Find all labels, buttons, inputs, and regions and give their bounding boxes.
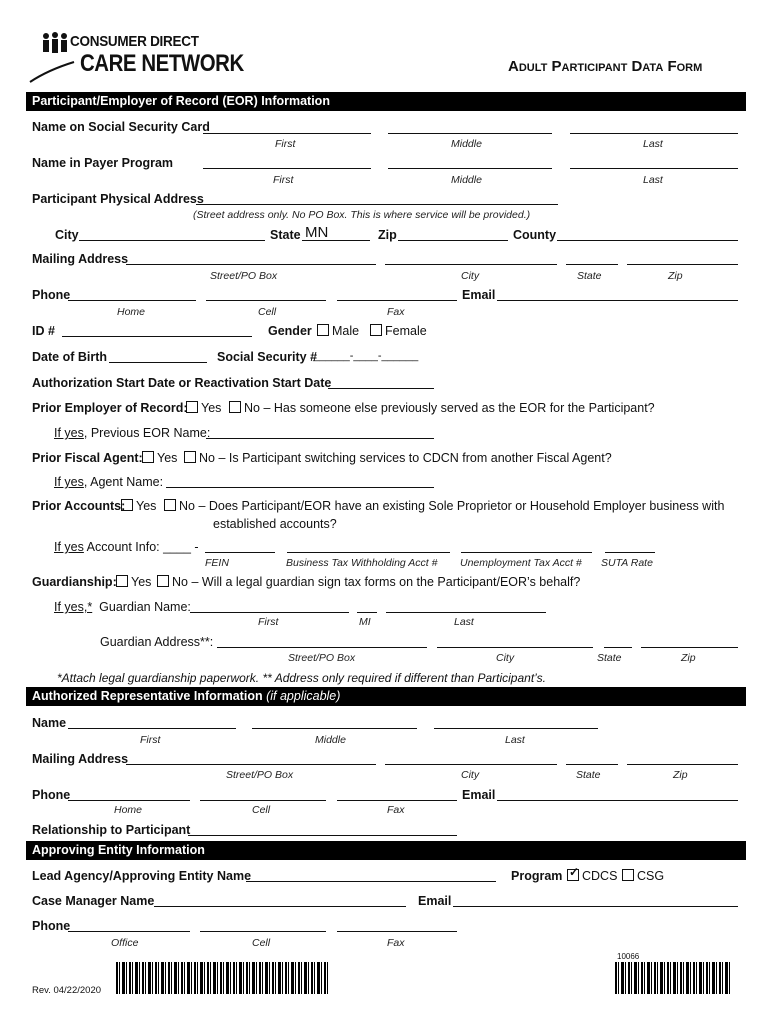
program-label: Program bbox=[511, 869, 563, 883]
section-auth-rep-note: (if applicable) bbox=[266, 689, 341, 703]
city-label: City bbox=[55, 228, 79, 242]
cell-sublabel: Cell bbox=[252, 804, 271, 816]
form-code: 10066 bbox=[617, 952, 640, 961]
if-yes-star: If yes,* bbox=[54, 600, 93, 614]
zip-field[interactable] bbox=[398, 240, 508, 241]
logo-bottom-text: CARE NETWORK bbox=[80, 50, 244, 77]
lead-agency-label: Lead Agency/Approving Entity Name bbox=[32, 869, 252, 883]
gender-label: Gender bbox=[268, 324, 312, 338]
prev-eor-name-label bbox=[54, 426, 210, 440]
gender-male-option[interactable] bbox=[317, 324, 359, 338]
last-sublabel: Last bbox=[454, 616, 474, 628]
prior-accounts-no-option[interactable] bbox=[164, 499, 724, 513]
last-sublabel: Last bbox=[643, 174, 663, 186]
guardian-last-field[interactable] bbox=[386, 612, 546, 613]
cell-sublabel: Cell bbox=[252, 937, 271, 949]
id-field[interactable] bbox=[62, 336, 252, 337]
state-sublabel: State bbox=[576, 769, 601, 781]
city-sublabel: City bbox=[461, 270, 480, 282]
phone-home-field[interactable] bbox=[68, 300, 196, 301]
female-label: Female bbox=[385, 324, 427, 338]
name-payer-middle-field[interactable] bbox=[388, 168, 552, 169]
guardianship-label: Guardianship: bbox=[32, 575, 117, 589]
prior-fiscal-no-option[interactable] bbox=[184, 451, 612, 465]
prior-eor-no-checkbox[interactable] bbox=[229, 401, 241, 413]
guardian-street-field[interactable] bbox=[217, 647, 427, 648]
id-label: ID # bbox=[32, 324, 55, 338]
logo bbox=[28, 30, 244, 88]
first-sublabel: First bbox=[273, 174, 294, 186]
email-label: Email bbox=[462, 288, 496, 302]
guardianship-yes-checkbox[interactable] bbox=[116, 575, 128, 587]
prior-accounts-no-text-line2: established accounts? bbox=[213, 517, 337, 531]
btw-field[interactable] bbox=[287, 552, 450, 553]
rep-street-field[interactable] bbox=[126, 764, 376, 765]
guardian-mi-field[interactable] bbox=[357, 612, 377, 613]
account-info-text: Account Info: ____ - bbox=[83, 540, 199, 554]
physical-address-label: Participant Physical Address bbox=[32, 192, 204, 206]
case-manager-field[interactable] bbox=[154, 906, 406, 907]
prior-eor-no-option[interactable] bbox=[229, 401, 655, 415]
name-ss-middle-field[interactable] bbox=[388, 133, 552, 134]
guardianship-no-checkbox[interactable] bbox=[157, 575, 169, 587]
state-label: State bbox=[270, 228, 301, 242]
logo-top-text: CONSUMER DIRECT bbox=[70, 33, 199, 50]
email-field[interactable] bbox=[497, 300, 738, 301]
street-po-sublabel: Street/PO Box bbox=[210, 270, 278, 282]
guardian-name-label bbox=[54, 600, 191, 614]
rep-email-field[interactable] bbox=[497, 800, 738, 801]
middle-sublabel: Middle bbox=[315, 734, 346, 746]
btw-sublabel: Business Tax Withholding Acct # bbox=[286, 557, 438, 569]
section-auth-rep-header bbox=[26, 687, 746, 706]
rep-phone-home-field[interactable] bbox=[68, 800, 190, 801]
rep-phone-label: Phone bbox=[32, 788, 71, 802]
zip-label: Zip bbox=[378, 228, 397, 242]
prior-fiscal-label: Prior Fiscal Agent: bbox=[32, 451, 143, 465]
form-title: Adult Participant Data Form bbox=[508, 58, 703, 75]
program-cdcs-option[interactable] bbox=[567, 869, 617, 883]
prior-fiscal-no-checkbox[interactable] bbox=[184, 451, 196, 463]
guardian-zip-field[interactable] bbox=[641, 647, 738, 648]
ssn-field[interactable]: ______-____-______ bbox=[313, 350, 419, 362]
cell-sublabel: Cell bbox=[258, 306, 277, 318]
name-payer-last-field[interactable] bbox=[570, 168, 738, 169]
yes-label: Yes bbox=[157, 451, 178, 465]
rep-phone-fax-field[interactable] bbox=[337, 800, 457, 801]
rep-zip-field[interactable] bbox=[627, 764, 738, 765]
csg-checkbox[interactable] bbox=[622, 869, 634, 881]
if-yes-text: If yes bbox=[54, 475, 84, 489]
zip-sublabel: Zip bbox=[681, 652, 696, 664]
guardian-first-field[interactable] bbox=[190, 612, 349, 613]
prior-fiscal-no-text: No – Is Participant switching services to CDCN from another Fiscal Agent? bbox=[199, 451, 612, 465]
rep-last-field[interactable] bbox=[434, 728, 598, 729]
mailing-zip-field[interactable] bbox=[627, 264, 738, 265]
yes-label: Yes bbox=[136, 499, 157, 513]
uta-sublabel: Unemployment Tax Acct # bbox=[460, 557, 582, 569]
fax-sublabel: Fax bbox=[387, 804, 405, 816]
cdcs-checkbox[interactable] bbox=[567, 869, 579, 881]
cm-phone-fax-field[interactable] bbox=[337, 931, 457, 932]
auth-start-label: Authorization Start Date or Reactivation Start Date bbox=[32, 376, 332, 390]
male-label: Male bbox=[332, 324, 360, 338]
cm-email-field[interactable] bbox=[453, 906, 738, 907]
home-sublabel: Home bbox=[117, 306, 146, 318]
cm-email-label: Email bbox=[418, 894, 452, 908]
section-auth-rep-title: Authorized Representative Information bbox=[32, 689, 263, 703]
rep-phone-cell-field[interactable] bbox=[200, 800, 326, 801]
office-sublabel: Office bbox=[111, 937, 139, 949]
physical-address-note: (Street address only. No PO Box. This is where service will be provided.) bbox=[193, 209, 531, 221]
fax-sublabel: Fax bbox=[387, 937, 405, 949]
program-csg-option[interactable] bbox=[622, 869, 664, 883]
guardianship-no-option[interactable] bbox=[157, 575, 580, 589]
barcode-right bbox=[615, 962, 730, 994]
prev-eor-name-field[interactable] bbox=[206, 438, 434, 439]
uta-field[interactable] bbox=[461, 552, 592, 553]
rep-state-field[interactable] bbox=[566, 764, 618, 765]
cdcs-label: CDCS bbox=[582, 869, 618, 883]
mailing-street-field[interactable] bbox=[126, 264, 376, 265]
prior-accounts-no-text: No – Does Participant/EOR have an existing Sole Proprietor or Household Employer business with bbox=[179, 499, 725, 513]
guardianship-no-text: No – Will a legal guardian sign tax forms on the Participant/EOR’s behalf? bbox=[172, 575, 581, 589]
if-yes-text: If yes bbox=[54, 426, 84, 440]
account-info-label bbox=[54, 540, 199, 554]
name-payer-first-field[interactable] bbox=[203, 168, 371, 169]
if-yes-text: If yes bbox=[54, 540, 84, 554]
fax-sublabel: Fax bbox=[387, 306, 405, 318]
prev-eor-name-text: , Previous EOR Name: bbox=[83, 426, 211, 440]
prior-fiscal-yes-option[interactable] bbox=[142, 451, 177, 465]
middle-sublabel: Middle bbox=[451, 174, 482, 186]
phone-cell-field[interactable] bbox=[206, 300, 326, 301]
name-ss-first-field[interactable] bbox=[203, 133, 371, 134]
auth-start-field[interactable] bbox=[328, 388, 434, 389]
rep-middle-field[interactable] bbox=[252, 728, 417, 729]
prior-accounts-label: Prior Accounts: bbox=[32, 499, 126, 513]
mailing-address-label: Mailing Address bbox=[32, 252, 129, 266]
state-sublabel: State bbox=[597, 652, 622, 664]
ssn-label: Social Security # bbox=[217, 350, 318, 364]
cm-phone-label: Phone bbox=[32, 919, 71, 933]
barcode-left bbox=[116, 962, 329, 994]
guardian-city-field[interactable] bbox=[437, 647, 593, 648]
csg-label: CSG bbox=[637, 869, 665, 883]
zip-sublabel: Zip bbox=[668, 270, 683, 282]
dob-label: Date of Birth bbox=[32, 350, 107, 364]
rep-name-label: Name bbox=[32, 716, 67, 730]
city-field[interactable] bbox=[79, 240, 265, 241]
relationship-label: Relationship to Participant bbox=[32, 823, 191, 837]
phone-fax-field[interactable] bbox=[337, 300, 457, 301]
fein-sublabel: FEIN bbox=[205, 557, 229, 569]
mailing-city-field[interactable] bbox=[385, 264, 557, 265]
name-payer-label: Name in Payer Program bbox=[32, 156, 174, 170]
prior-fiscal-yes-checkbox[interactable] bbox=[142, 451, 154, 463]
state-value: MN bbox=[305, 224, 329, 241]
relationship-field[interactable] bbox=[188, 835, 457, 836]
prior-accounts-yes-option[interactable] bbox=[121, 499, 156, 513]
first-sublabel: First bbox=[140, 734, 161, 746]
rep-mailing-label: Mailing Address bbox=[32, 752, 129, 766]
prior-eor-yes-checkbox[interactable] bbox=[186, 401, 198, 413]
first-sublabel: First bbox=[258, 616, 279, 628]
rep-city-field[interactable] bbox=[385, 764, 557, 765]
suta-sublabel: SUTA Rate bbox=[601, 557, 653, 569]
rep-email-label: Email bbox=[462, 788, 496, 802]
city-sublabel: City bbox=[496, 652, 515, 664]
guardian-address-label: Guardian Address**: bbox=[100, 635, 214, 649]
yes-label: Yes bbox=[201, 401, 222, 415]
guardianship-yes-option[interactable] bbox=[116, 575, 151, 589]
county-label: County bbox=[513, 228, 557, 242]
mi-sublabel: MI bbox=[359, 616, 371, 628]
street-po-sublabel: Street/PO Box bbox=[288, 652, 356, 664]
home-sublabel: Home bbox=[114, 804, 143, 816]
agent-name-field[interactable] bbox=[166, 487, 434, 488]
male-checkbox[interactable] bbox=[317, 324, 329, 336]
last-sublabel: Last bbox=[505, 734, 525, 746]
zip-sublabel: Zip bbox=[673, 769, 688, 781]
section-participant-header: Participant/Employer of Record (EOR) Information bbox=[26, 92, 746, 111]
cm-phone-office-field[interactable] bbox=[68, 931, 190, 932]
guardian-state-field[interactable] bbox=[604, 647, 632, 648]
prior-eor-yes-option[interactable] bbox=[186, 401, 221, 415]
prior-accounts-no-checkbox[interactable] bbox=[164, 499, 176, 511]
guardian-name-text: Guardian Name: bbox=[99, 600, 191, 614]
county-field[interactable] bbox=[557, 240, 738, 241]
name-ss-last-field[interactable] bbox=[570, 133, 738, 134]
agent-name-text: , Agent Name: bbox=[83, 475, 164, 489]
city-sublabel: City bbox=[461, 769, 480, 781]
rep-first-field[interactable] bbox=[68, 728, 236, 729]
gender-female-option[interactable] bbox=[370, 324, 427, 338]
physical-address-field[interactable] bbox=[196, 204, 558, 205]
first-sublabel: First bbox=[275, 138, 296, 150]
revision-date: Rev. 04/22/2020 bbox=[32, 985, 102, 996]
prior-eor-no-text: No – Has someone else previously served as the EOR for the Participant? bbox=[244, 401, 655, 415]
cm-phone-cell-field[interactable] bbox=[200, 931, 326, 932]
street-po-sublabel: Street/PO Box bbox=[226, 769, 294, 781]
guardianship-footnote: *Attach legal guardianship paperwork. ** Address only required if different than Participant’s. bbox=[57, 671, 546, 685]
dob-field[interactable] bbox=[109, 362, 207, 363]
case-manager-label: Case Manager Name bbox=[32, 894, 155, 908]
phone-label: Phone bbox=[32, 288, 71, 302]
middle-sublabel: Middle bbox=[451, 138, 482, 150]
suta-field[interactable] bbox=[605, 552, 655, 553]
state-sublabel: State bbox=[577, 270, 602, 282]
section-approving-entity-header: Approving Entity Information bbox=[26, 841, 746, 860]
prior-eor-label: Prior Employer of Record: bbox=[32, 401, 188, 415]
name-ss-label: Name on Social Security Card bbox=[32, 120, 210, 134]
female-checkbox[interactable] bbox=[370, 324, 382, 336]
lead-agency-field[interactable] bbox=[246, 881, 496, 882]
logo-swoosh bbox=[28, 48, 88, 84]
prior-accounts-yes-checkbox[interactable] bbox=[121, 499, 133, 511]
last-sublabel: Last bbox=[643, 138, 663, 150]
mailing-state-field[interactable] bbox=[566, 264, 618, 265]
yes-label: Yes bbox=[131, 575, 152, 589]
fein-field[interactable] bbox=[205, 552, 275, 553]
agent-name-label bbox=[54, 475, 163, 489]
